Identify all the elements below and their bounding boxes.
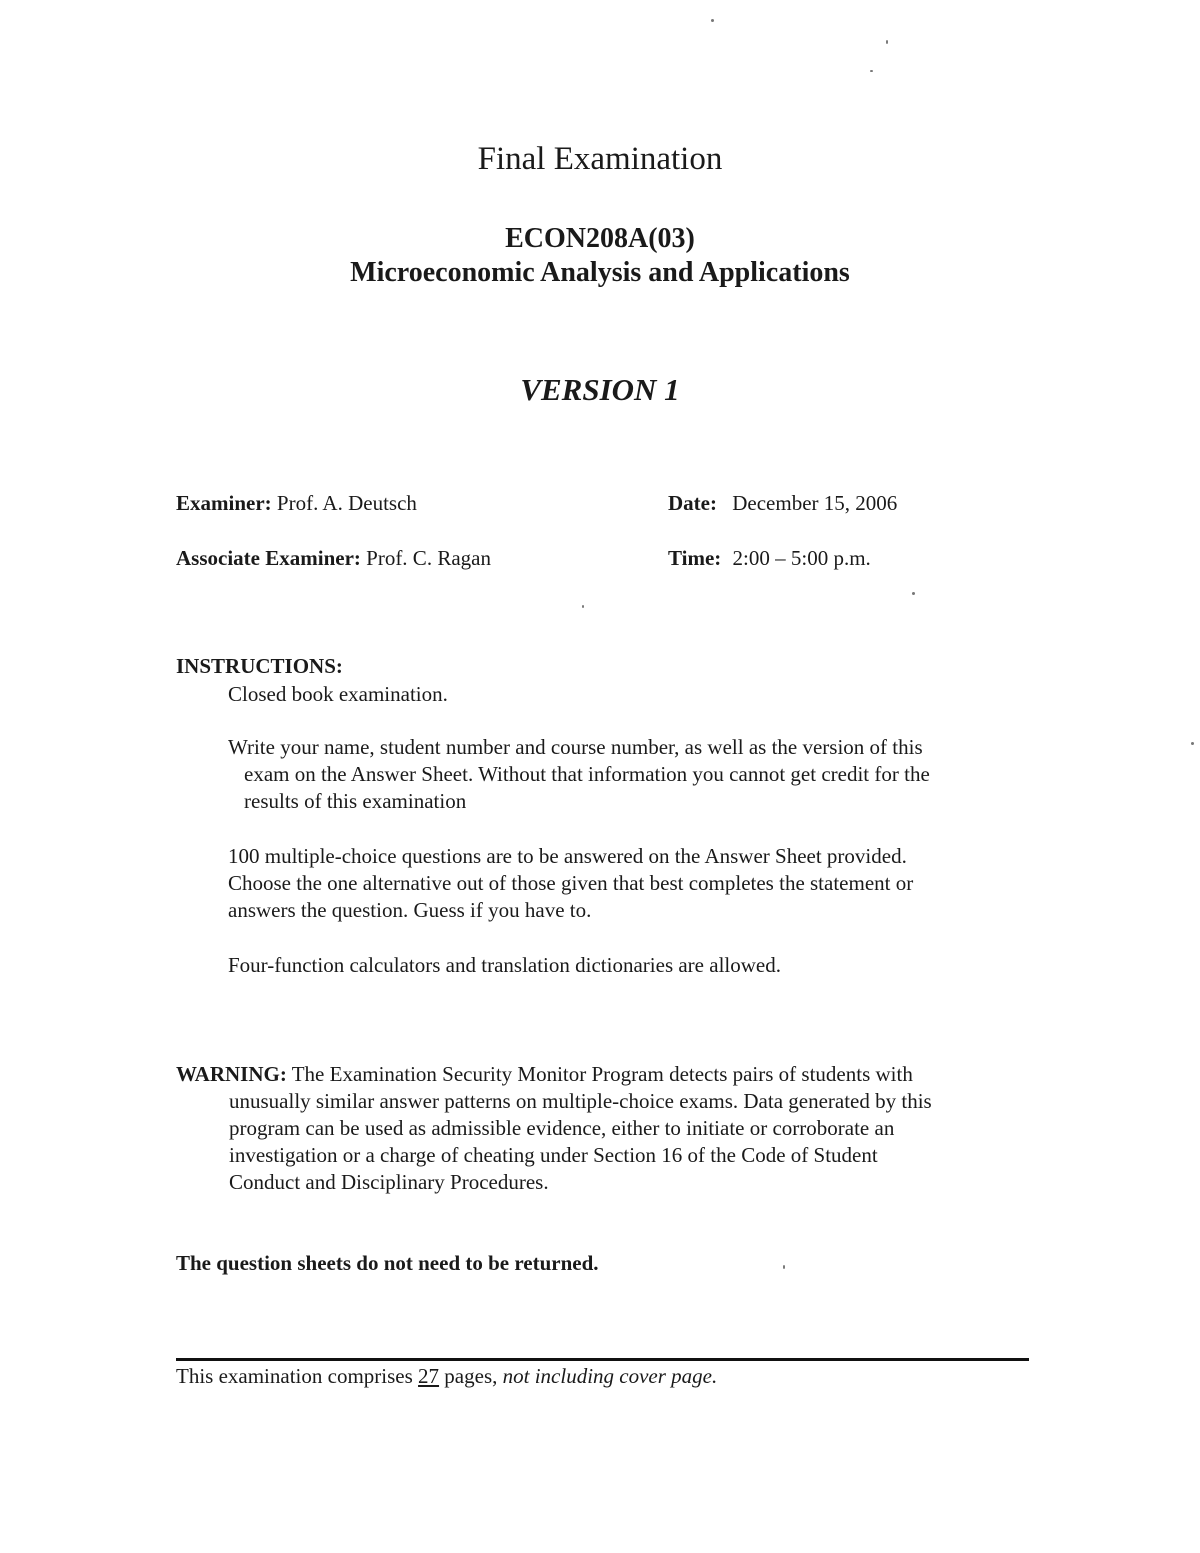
examiner-line — [176, 491, 417, 516]
instruction-line: 100 multiple-choice questions are to be answered on the Answer Sheet provided. — [228, 844, 907, 868]
instruction-line: answers the question. Guess if you have to. — [228, 898, 592, 922]
cover-page-note: not including cover page. — [502, 1364, 718, 1388]
instruction-line: exam on the Answer Sheet. Without that information you cannot get credit for the — [244, 762, 930, 786]
scan-speck — [582, 605, 584, 608]
page-count-prefix: This examination comprises — [176, 1364, 413, 1388]
associate-examiner-value: Prof. C. Ragan — [366, 546, 491, 570]
instruction-calculators — [228, 952, 781, 979]
scan-speck — [912, 592, 915, 595]
scan-speck — [886, 40, 888, 44]
date-value: December 15, 2006 — [732, 491, 898, 515]
course-name: Microeconomic Analysis and Applications — [350, 257, 850, 288]
examiner-value: Prof. A. Deutsch — [276, 491, 417, 515]
time-value: 2:00 – 5:00 p.m. — [732, 546, 871, 570]
instruction-line: Four-function calculators and translation dictionaries are allowed. — [228, 953, 781, 977]
examiner-label: Examiner: — [176, 491, 272, 515]
warning-block — [176, 1061, 932, 1196]
warning-text: The Examination Security Monitor Program detects pairs of students with — [291, 1062, 913, 1086]
warning-line: unusually similar answer patterns on multiple-choice exams. Data generated by this — [229, 1089, 932, 1113]
warning-line: program can be used as admissible evidence, either to initiate or corroborate an — [229, 1116, 895, 1140]
associate-examiner-line — [176, 546, 491, 571]
page-count: 27 — [418, 1364, 440, 1388]
date-line — [668, 491, 897, 516]
date-label: Date: — [668, 491, 717, 515]
scan-speck — [1191, 742, 1194, 745]
instruction-line: Choose the one alternative out of those given that best completes the statement or — [228, 871, 914, 895]
instruction-closed-book — [228, 681, 448, 708]
time-line — [668, 546, 871, 571]
warning-label: WARNING: — [176, 1062, 287, 1086]
page-title: Final Examination — [477, 141, 723, 177]
scan-speck — [783, 1265, 785, 1269]
warning-line: investigation or a charge of cheating under Section 16 of the Code of Student — [229, 1143, 878, 1167]
course-code: ECON208A(03) — [505, 223, 695, 254]
exam-version: VERSION 1 — [520, 372, 680, 407]
instruction-multiple-choice — [228, 843, 913, 924]
warning-first-line — [176, 1061, 932, 1088]
instruction-answer-sheet — [228, 734, 930, 815]
footer-divider — [176, 1358, 1029, 1361]
scan-speck — [711, 19, 714, 22]
page-count-suffix: pages, — [444, 1364, 498, 1388]
page-count-note — [176, 1364, 717, 1389]
instruction-line: Write your name, student number and course number, as well as the version of this — [228, 735, 923, 759]
instruction-line: Closed book examination. — [228, 682, 448, 706]
instructions-heading: INSTRUCTIONS: — [176, 654, 343, 678]
return-note: The question sheets do not need to be returned. — [176, 1251, 599, 1275]
scan-speck — [870, 70, 873, 72]
time-label: Time: — [668, 546, 722, 570]
associate-examiner-label: Associate Examiner: — [176, 546, 361, 570]
instruction-line: results of this examination — [244, 789, 467, 813]
warning-line: Conduct and Disciplinary Procedures. — [229, 1170, 549, 1194]
